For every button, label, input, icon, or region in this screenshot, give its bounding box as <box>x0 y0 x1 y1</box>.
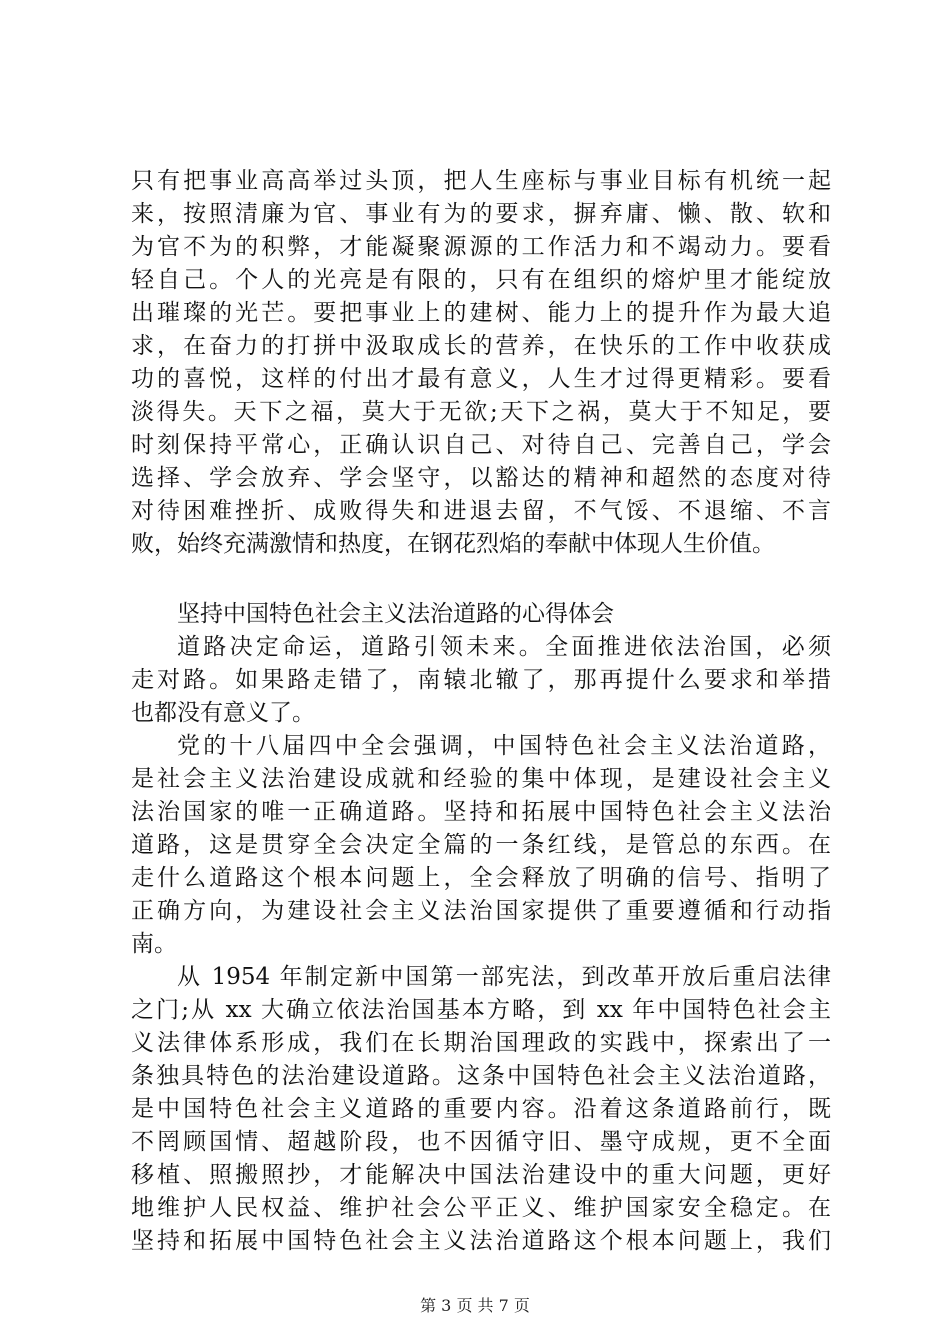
text-line: 坚持和拓展中国特色社会主义法治道路这个根本问题上，我们 <box>131 1228 831 1254</box>
paragraph-4 <box>131 961 831 1258</box>
text-line: 轻自己。个人的光亮是有限的，只有在组织的熔炉里才能绽放 <box>131 267 831 293</box>
paragraph-3 <box>131 730 831 961</box>
text-line: 不罔顾国情、超越阶段，也不因循守旧、墨守成规，更不全面 <box>131 1129 831 1155</box>
text-line: 正确方向，为建设社会主义法治国家提供了重要遵循和行动指 <box>131 898 831 924</box>
text-line: 走对路。如果路走错了，南辕北辙了，那再提什么要求和举措 <box>131 667 831 693</box>
text-line: 对待困难挫折、成败得失和进退去留，不气馁、不退缩、不言 <box>131 498 831 524</box>
text-line: 是中国特色社会主义道路的重要内容。沿着这条道路前行，既 <box>131 1096 831 1122</box>
text-line: 时刻保持平常心，正确认识自己、对待自己、完善自己，学会 <box>131 432 831 458</box>
text-line: 党的十八届四中全会强调，中国特色社会主义法治道路， <box>177 733 831 759</box>
text-line: 只有把事业高高举过头顶，把人生座标与事业目标有机统一起 <box>131 168 831 194</box>
text-line: 从 1954 年制定新中国第一部宪法，到改革开放后重启法律 <box>177 964 831 990</box>
text-line: 也都没有意义了。 <box>131 700 315 726</box>
text-line: 选择、学会放弃、学会坚守，以豁达的精神和超然的态度对待 <box>131 465 831 491</box>
paragraph-1 <box>131 165 831 561</box>
text-line: 南。 <box>131 931 177 957</box>
text-line: 败，始终充满激情和热度，在钢花烈焰的奉献中体现人生价值。 <box>131 531 775 557</box>
page-number-footer: 第 3 页 共 7 页 <box>420 1296 530 1315</box>
text-line: 为官不为的积弊，才能凝聚源源的工作活力和不竭动力。要看 <box>131 234 831 260</box>
text-line: 来，按照清廉为官、事业有为的要求，摒弃庸、懒、散、软和 <box>131 201 831 227</box>
text-line: 求，在奋力的打拼中汲取成长的营养，在快乐的工作中收获成 <box>131 333 831 359</box>
text-line: 地维护人民权益、维护社会公平正义、维护国家安全稳定。在 <box>131 1195 831 1221</box>
document-body <box>131 165 831 1258</box>
text-line: 是社会主义法治建设成就和经验的集中体现，是建设社会主义 <box>131 766 831 792</box>
text-line: 条独具特色的法治建设道路。这条中国特色社会主义法治道路， <box>131 1063 831 1089</box>
paragraph-gap <box>131 561 831 598</box>
text-line: 道路决定命运，道路引领未来。全面推进依法治国，必须 <box>177 634 831 660</box>
text-line: 法治国家的唯一正确道路。坚持和拓展中国特色社会主义法治 <box>131 799 831 825</box>
text-line: 走什么道路这个根本问题上，全会释放了明确的信号、指明了 <box>131 865 831 891</box>
text-line: 道路，这是贯穿全会决定全篇的一条红线，是管总的东西。在 <box>131 832 831 858</box>
text-line: 出璀璨的光芒。要把事业上的建树、能力上的提升作为最大追 <box>131 300 831 326</box>
paragraph-2 <box>131 631 831 730</box>
text-line: 移植、照搬照抄，才能解决中国法治建设中的重大问题，更好 <box>131 1162 831 1188</box>
text-line: 淡得失。天下之福，莫大于无欲;天下之祸，莫大于不知足，要 <box>131 399 831 425</box>
section-title: 坚持中国特色社会主义法治道路的心得体会 <box>177 601 614 627</box>
text-line: 之门;从 xx 大确立依法治国基本方略，到 xx 年中国特色社会主 <box>131 997 831 1023</box>
text-line: 功的喜悦，这样的付出才最有意义，人生才过得更精彩。要看 <box>131 366 831 392</box>
text-line: 义法律体系形成，我们在长期治国理政的实践中，探索出了一 <box>131 1030 831 1056</box>
